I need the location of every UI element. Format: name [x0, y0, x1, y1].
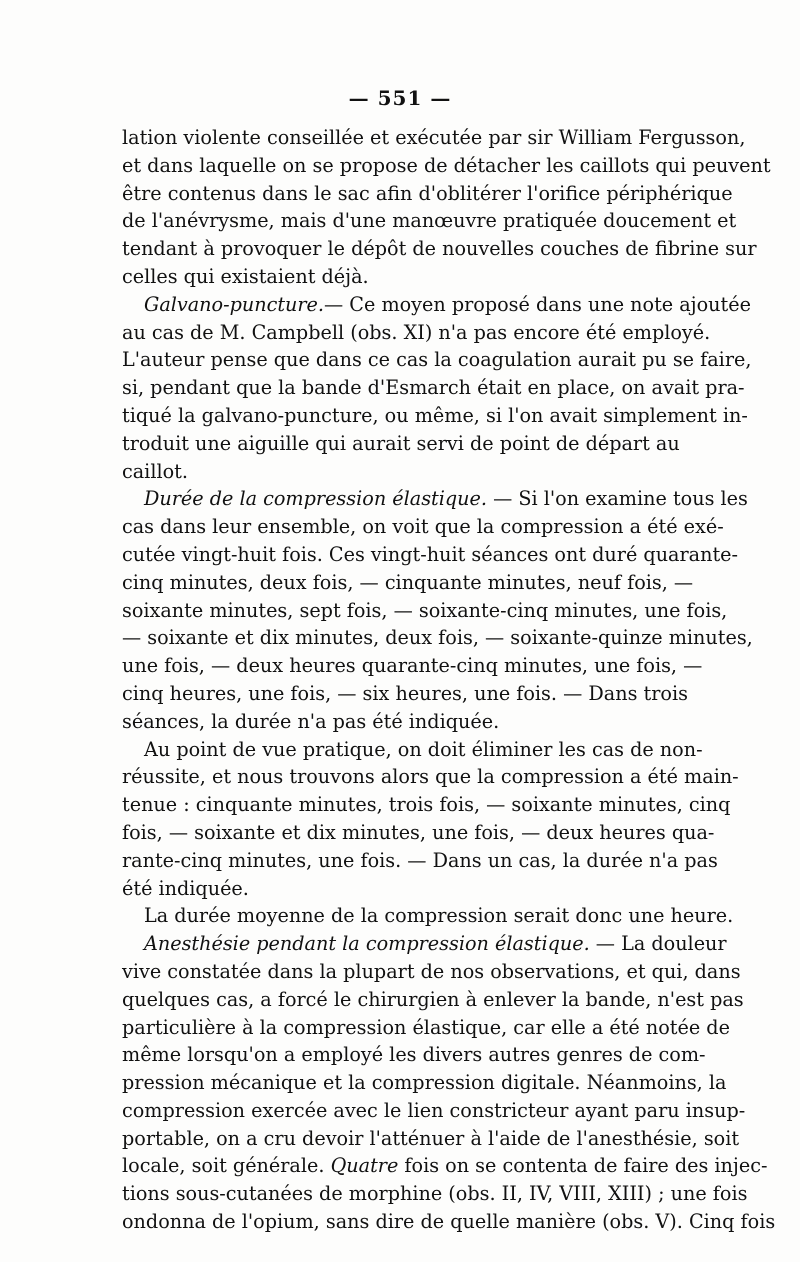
paragraph: [122, 124, 771, 291]
text-run: réussite, et nous trouvons alors que la compression a été main-: [122, 765, 739, 789]
text-line: [122, 708, 678, 736]
text-line: [122, 1208, 776, 1236]
text-line: [122, 124, 746, 152]
text-run: de l'anévrysme, mais d'une manœuvre pratiquée doucement et: [122, 209, 737, 233]
text-run: lation violente conseillée et exécutée par sir William Fergusson,: [122, 126, 746, 149]
text-run: particulière à la compression élastique, car elle a été notée de: [122, 1015, 730, 1039]
italic-run: Galvano-puncture.: [144, 292, 325, 316]
text-run: même lorsqu'on a employé les divers autres genres de com-: [122, 1043, 706, 1067]
text-run: cinq minutes, deux fois, — cinquante minutes, neuf fois, —: [122, 570, 694, 594]
text-line: [122, 819, 715, 847]
paragraph: [122, 485, 753, 735]
text-run: si, pendant que la bande d'Esmarch était en place, on avait pra-: [122, 376, 745, 400]
text-line: [122, 875, 678, 903]
text-line: [122, 1014, 730, 1042]
text-run: quelques cas, a forcé le chirurgien à enlever la bande, n'est pas: [122, 987, 744, 1011]
paragraph: [122, 930, 776, 1236]
text-run: caillot.: [122, 459, 188, 483]
text-run: fois on se contenta de faire des injec-: [398, 1154, 768, 1178]
text-line: [122, 485, 748, 513]
text-line: [122, 458, 678, 486]
text-line: [122, 1152, 768, 1180]
text-line: [122, 430, 678, 458]
text-run: compression exercée avec le lien constricteur ayant paru insup-: [122, 1098, 746, 1122]
text-line: [122, 402, 748, 430]
text-line: [122, 1125, 740, 1153]
text-run: troduit une aiguille qui aurait servi de point de départ au: [122, 431, 680, 455]
text-line: [122, 847, 718, 875]
text-line: [122, 986, 744, 1014]
paragraph: [122, 291, 752, 486]
text-run: cas dans leur ensemble, on voit que la compression a été exé-: [122, 515, 724, 539]
text-line: [122, 1180, 748, 1208]
text-run: — La douleur: [589, 932, 727, 956]
text-run: vive constatée dans la plupart de nos observations, et qui, dans: [122, 959, 741, 983]
text-run: et dans laquelle on se propose de détacher les caillots qui peuvent: [122, 153, 771, 177]
text-line: [122, 763, 739, 791]
text-line: [122, 624, 753, 652]
text-line: [122, 374, 745, 402]
text-line: [122, 291, 751, 319]
body-text: [122, 124, 776, 1236]
text-run: celles qui existaient déjà.: [122, 264, 369, 288]
text-line: [122, 235, 757, 263]
text-run: ondonna de l'opium, sans dire de quelle manière (obs. V). Cinq fois: [122, 1210, 776, 1234]
text-line: [122, 569, 694, 597]
text-line: [122, 1097, 746, 1125]
text-line: [122, 1069, 727, 1097]
text-run: — soixante et dix minutes, deux fois, — soixante-quinze minutes,: [122, 626, 753, 650]
paragraph: [122, 902, 734, 930]
text-line: [122, 958, 741, 986]
text-line: [122, 652, 703, 680]
text-run: tions sous-cutanées de morphine (obs. II, IV, VIII, XIII) ; une fois: [122, 1182, 748, 1206]
italic-run: Anesthésie pendant la compression élastique.: [144, 932, 590, 956]
text-run: locale, soit générale.: [122, 1154, 331, 1178]
text-line: [122, 319, 711, 347]
text-run: soixante minutes, sept fois, — soixante-cinq minutes, une fois,: [122, 598, 728, 622]
text-line: [122, 1041, 706, 1069]
text-run: L'auteur pense que dans ce cas la coagulation aurait pu se faire,: [122, 348, 752, 372]
text-run: une fois, — deux heures quarante-cinq minutes, une fois, —: [122, 654, 703, 678]
text-run: tiqué la galvano-puncture, ou même, si l'on avait simplement in-: [122, 403, 748, 427]
text-line: [122, 736, 703, 764]
text-line: [122, 263, 678, 291]
page-number: — 551 —: [348, 86, 452, 110]
text-run: cutée vingt-huit fois. Ces vingt-huit séances ont duré quarante-: [122, 542, 739, 566]
text-line: [122, 180, 733, 208]
text-line: [122, 541, 739, 569]
text-run: rante-cinq minutes, une fois. — Dans un cas, la durée n'a pas: [122, 848, 718, 872]
text-run: fois, — soixante et dix minutes, une fois, — deux heures qua-: [122, 820, 715, 844]
italic-run: Durée de la compression élastique.: [144, 487, 487, 511]
text-run: portable, on a cru devoir l'atténuer à l'aide de l'anesthésie, soit: [122, 1126, 740, 1150]
text-run: La durée moyenne de la compression serait donc une heure.: [144, 904, 734, 928]
text-line: [122, 930, 727, 958]
text-line: [122, 207, 737, 235]
text-line: [122, 513, 724, 541]
text-line: [122, 680, 688, 708]
text-run: au cas de M. Campbell (obs. XI) n'a pas encore été employé.: [122, 320, 711, 344]
paragraph: [122, 736, 739, 903]
text-run: été indiquée.: [122, 876, 249, 900]
text-line: [122, 346, 752, 374]
text-line: [122, 902, 734, 930]
text-run: — Si l'on examine tous les: [487, 487, 748, 511]
text-line: [122, 791, 731, 819]
text-run: — Ce moyen proposé dans une note ajoutée: [324, 292, 751, 316]
text-run: cinq heures, une fois, — six heures, une fois. — Dans trois: [122, 681, 688, 705]
text-run: tendant à provoquer le dépôt de nouvelles couches de fibrine sur: [122, 237, 757, 261]
text-line: [122, 597, 728, 625]
text-run: tenue : cinquante minutes, trois fois, — soixante minutes, cinq: [122, 793, 731, 817]
text-run: pression mécanique et la compression digitale. Néanmoins, la: [122, 1071, 727, 1095]
italic-run: Quatre: [330, 1154, 399, 1178]
text-line: [122, 152, 771, 180]
text-run: séances, la durée n'a pas été indiquée.: [122, 709, 500, 733]
text-run: Au point de vue pratique, on doit éliminer les cas de non-: [144, 737, 703, 761]
text-run: être contenus dans le sac afin d'oblitérer l'orifice périphérique: [122, 181, 733, 205]
